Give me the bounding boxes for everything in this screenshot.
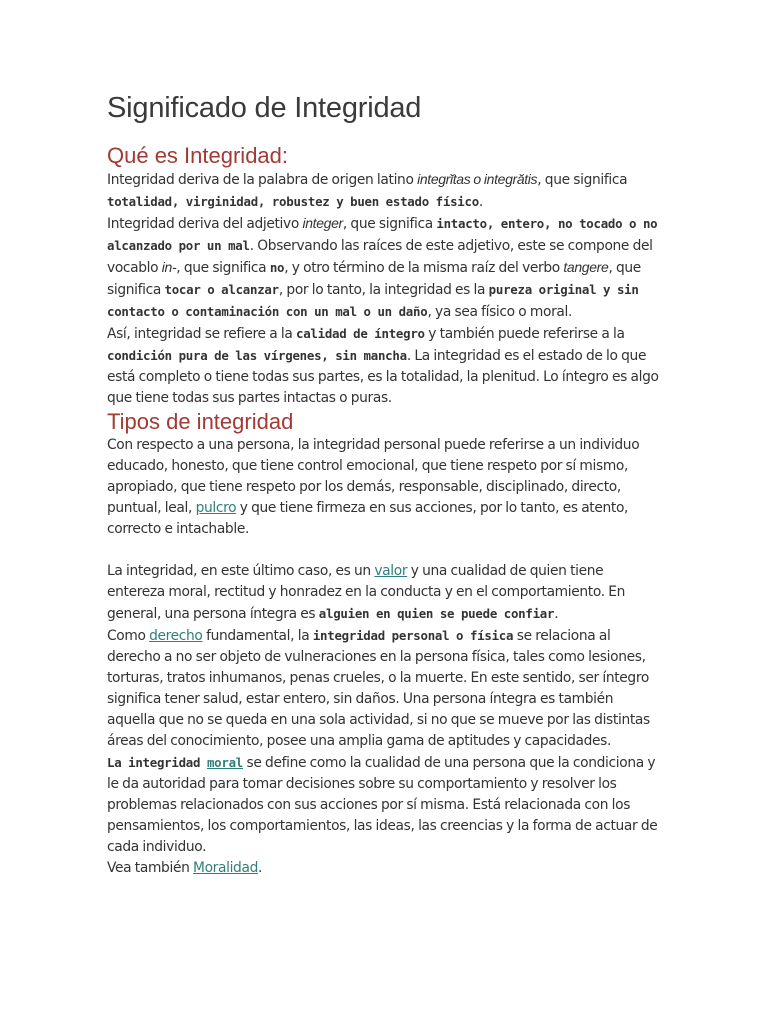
latin-term: integer [302,215,343,231]
text: , que significa [537,172,628,188]
paragraph-vea-tambien [107,858,663,879]
text: y también puede referirse a la [424,326,625,342]
text: se define como la cualidad de una persona que la condiciona y le da autoridad para tomar decisiones sobre su comportamiento y resolver los problemas relacionados con sus acciones por sí misma. Está relacionada con los pensamientos, los comportamientos, las ideas, las creencias y la forma de actuar de cada individuo. [107,755,658,855]
latin-term: tangere [563,259,609,275]
text: . [257,860,263,876]
page-title: Significado de Integridad [107,92,422,124]
bold-term: totalidad, virginidad, robustez y buen estado físico [107,194,479,209]
bold-term: pureza original y sin contacto o contaminación con un mal o un daño [107,282,639,319]
bold-term: integridad personal o física [312,628,514,643]
text: y una cualidad de quien tiene entereza moral, rectitud y honradez en la conducta y en el comportamiento. En general, una persona íntegra es [107,563,626,622]
text: . La integridad es el estado de lo que está completo o tiene todas sus partes, es la totalidad, la plenitud. Lo íntegro es algo que tiene todas sus partes intactas o puras. [107,348,659,406]
paragraph-valor [107,561,663,625]
bold-term: alguien en quien se puede confiar [318,606,555,621]
article [107,86,663,879]
text: y que tiene firmeza en sus acciones, por lo tanto, es atento, correcto e intachable. [107,500,629,537]
text: , que significa [107,260,641,298]
link-pulcro[interactable]: pulcro [195,500,237,516]
paragraph-integridad-moral [107,752,663,858]
text: , por lo tanto, la integridad es la [278,282,489,298]
section-heading-que-es: Qué es Integridad: [107,143,289,168]
text: . Observando las raíces de este adjetivo, este se compone del vocablo [107,238,653,276]
text: fundamental, la [202,628,313,644]
paragraph-adjetivo-integer [107,213,663,323]
text: Con respecto a una persona, la integridad personal puede referirse a un individuo educado, honesto, que tiene control emocional, que tiene respeto por sí mismo, apropiado, que tiene respeto por los demás, responsable, disciplinado, directo, puntual, leal, [107,437,640,516]
text: . [478,194,483,210]
bold-term: no [269,260,285,275]
link-moralidad[interactable]: Moralidad [193,860,258,876]
text: , y otro término de la misma raíz del verbo [284,260,564,276]
bold-term: La integridad [107,755,207,770]
paragraph-integridad-personal [107,435,663,540]
bold-term: tocar o alcanzar [164,282,279,297]
paragraph-origen-latino [107,169,663,213]
latin-term: in- [161,259,177,275]
link-moral[interactable]: moral [206,755,243,770]
text: Integridad deriva del adjetivo [107,216,303,232]
section-heading-tipos: Tipos de integridad [107,409,294,434]
text: . [554,606,559,622]
bold-term: calidad de íntegro [295,326,425,341]
text: Integridad deriva de la palabra de origen latino [107,172,418,188]
text: se relaciona al derecho a no ser objeto de vulneraciones en la persona física, tales como lesiones, torturas, tratos inhumanos, penas crueles, o la muerte. En este sentido, ser íntegro significa tener salud, estar entero, sin daños. Una persona íntegra es también aquella que no se queda en una sola actividad, si no que se mueve por las distintas áreas del conocimiento, posee una amplia gama de aptitudes y capacidades. [107,628,650,749]
text: , que significa [176,260,270,276]
link-valor[interactable]: valor [374,563,408,579]
text: La integridad, en este último caso, es un [107,563,375,579]
text: Vea también [107,860,194,876]
bold-term: condición pura de las vírgenes, sin mancha [107,348,407,363]
latin-term: integrĭtas o integrătis [417,171,538,187]
text: Así, integridad se refiere a la [107,326,296,342]
text: , que significa [342,216,437,232]
paragraph-derecho [107,625,663,752]
text: Como [107,628,150,644]
bold-term: intacto, entero, no tocado o no alcanzado por un mal [107,216,658,253]
text: , ya sea físico o moral. [427,304,573,320]
link-derecho[interactable]: derecho [149,628,203,644]
paragraph-calidad-integro [107,323,663,409]
paragraph-spacer [107,540,663,561]
